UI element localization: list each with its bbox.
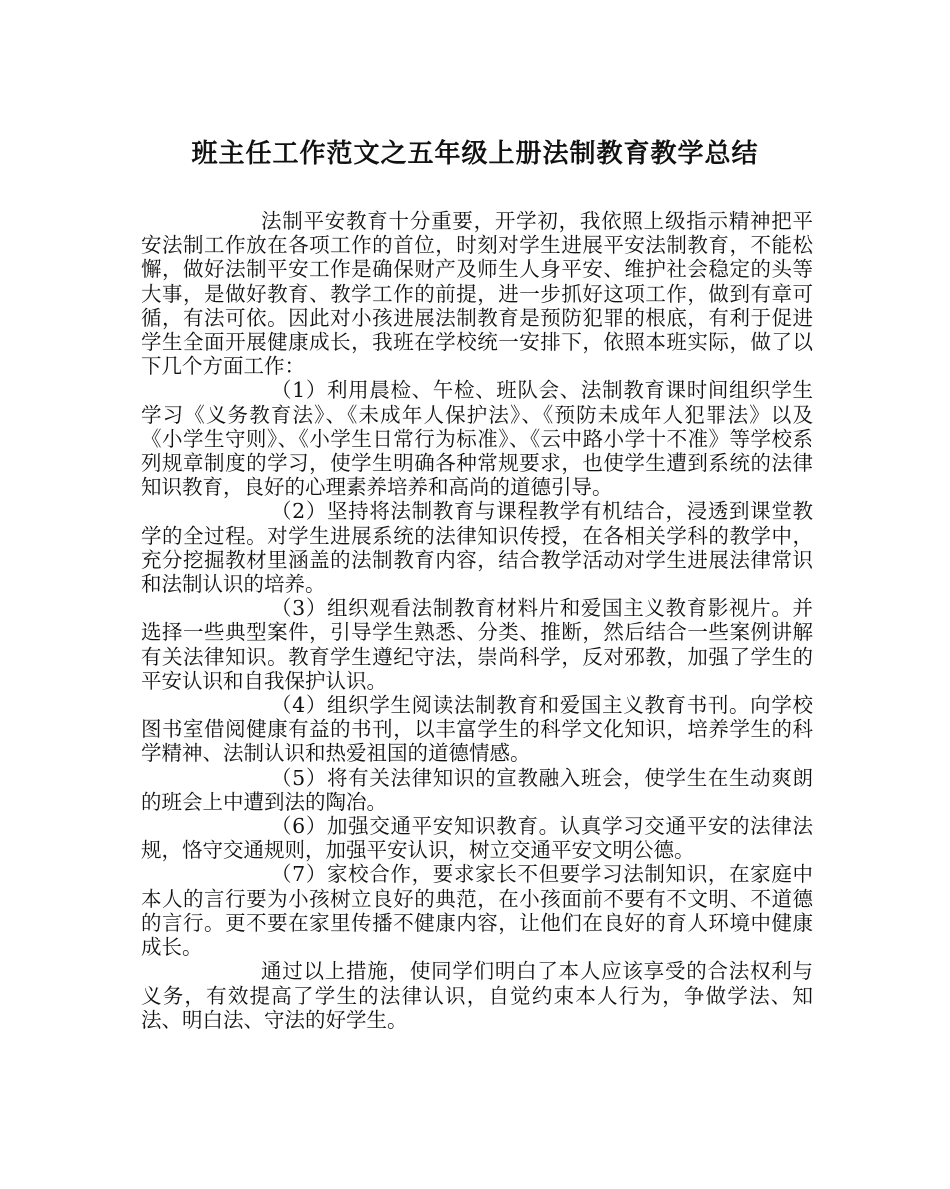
intro-paragraph: 法制平安教育十分重要，开学初，我依照上级指示精神把平安法制工作放在各项工作的首位，时刻对学生进展平安法制教育，不能松懈，做好法制平安工作是确保财产及师生人身平安、维护社会稳定的头等大事，是做好教育、教学工作的前提，进一步抓好这项工作，做到有章可循，有法可依。因此对小孩进展法制教育是预防犯罪的根底，有利于促进学生全面开展健康成长，我班在学校统一安排下，依照本班实际，做了以下几个方面工作： — [141, 209, 813, 379]
item-paragraph-1: （1）利用晨检、午检、班队会、法制教育课时间组织学生学习《义务教育法》、《未成年人保护法》、《预防未成年人犯罪法》以及《小学生守则》、《小学生日常行为标准》、《云中路小学十不准》等学校系列规章制度的学习，使学生明确各种常规要求，也使学生遭到系统的法律知识教育，良好的心理素养培养和高尚的道德引导。 — [141, 378, 813, 500]
item-paragraph-6: （6）加强交通平安知识教育。认真学习交通平安的法律法规，恪守交通规则，加强平安认识，树立交通平安文明公德。 — [141, 814, 813, 863]
conclusion-paragraph: 通过以上措施，使同学们明白了本人应该享受的合法权利与义务，有效提高了学生的法律认识，自觉约束本人行为，争做学法、知法、明白法、守法的好学生。 — [141, 959, 813, 1032]
document-title: 班主任工作范文之五年级上册法制教育教学总结 — [191, 139, 759, 169]
document-body — [141, 209, 813, 1032]
item-paragraph-3: （3）组织观看法制教育材料片和爱国主义教育影视片。并选择一些典型案件，引导学生熟悉、分类、推断，然后结合一些案例讲解有关法律知识。教育学生遵纪守法，崇尚科学，反对邪教，加强了学生的平安认识和自我保护认识。 — [141, 596, 813, 693]
item-paragraph-5: （5）将有关法律知识的宣教融入班会，使学生在生动爽朗的班会上中遭到法的陶冶。 — [141, 765, 813, 814]
item-paragraph-7: （7）家校合作，要求家长不但要学习法制知识，在家庭中本人的言行要为小孩树立良好的典范，在小孩面前不要有不文明、不道德的言行。更不要在家里传播不健康内容，让他们在良好的育人环境中健康成长。 — [141, 862, 813, 960]
item-paragraph-4: （4）组织学生阅读法制教育和爱国主义教育书刊。向学校图书室借阅健康有益的书刊，以丰富学生的科学文化知识，培养学生的科学精神、法制认识和热爱祖国的道德情感。 — [141, 693, 813, 766]
item-paragraph-2: （2）坚持将法制教育与课程教学有机结合，浸透到课堂教学的全过程。对学生进展系统的法律知识传授，在各相关学科的教学中，充分挖掘教材里涵盖的法制教育内容，结合教学活动对学生进展法律常识和法制认识的培养。 — [141, 499, 813, 597]
